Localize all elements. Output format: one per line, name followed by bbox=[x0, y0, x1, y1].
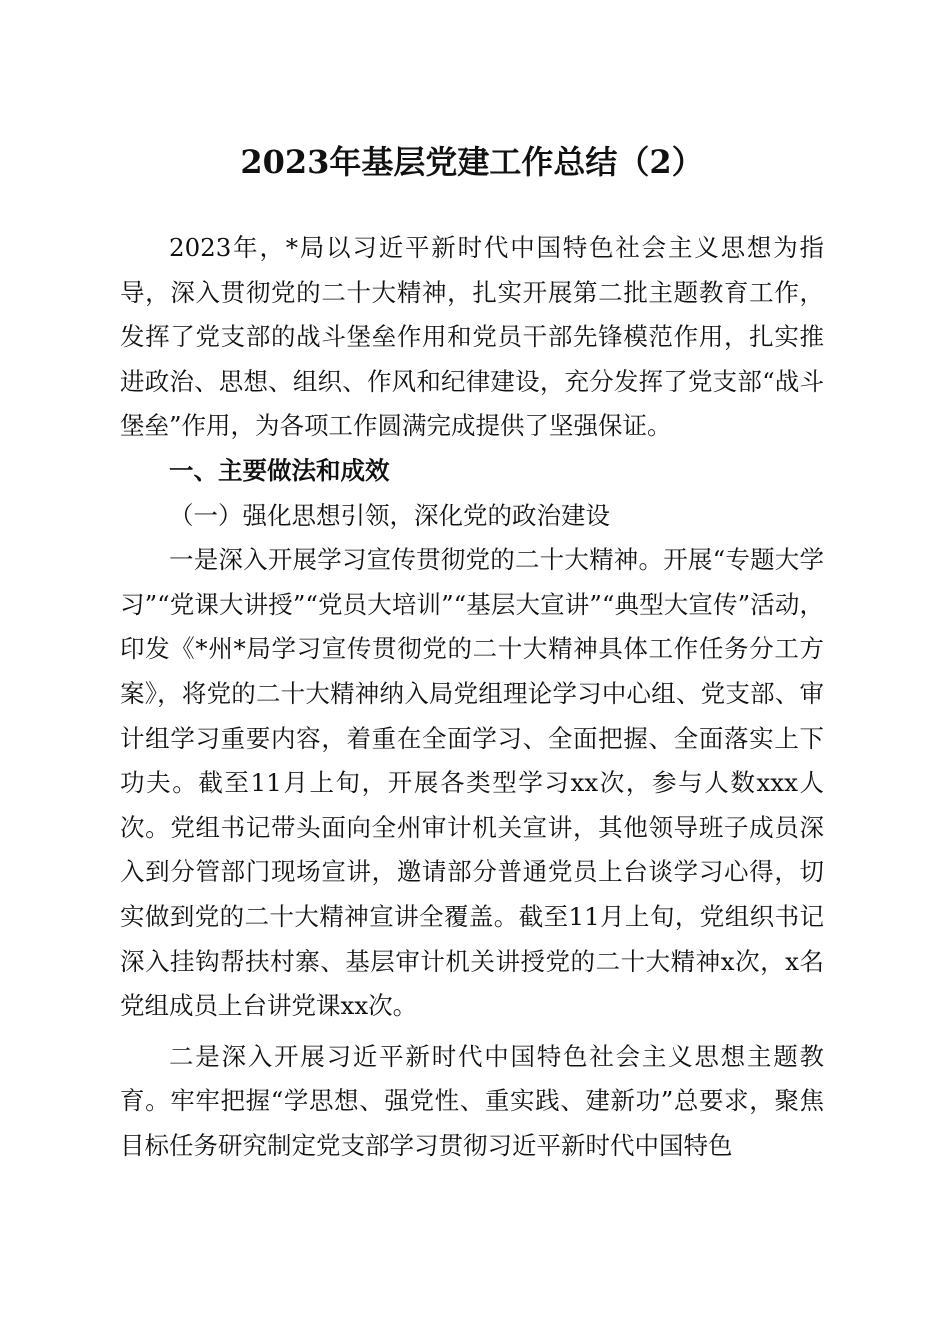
intro-paragraph: 2023年，*局以习近平新时代中国特色社会主义思想为指导，深入贯彻党的二十大精神，扎实开展第二批主题教育工作，发挥了党支部的战斗堡垒作用和党员干部先锋模范作用，扎实推进政治、思想、组织、作风和纪律建设，充分发挥了党支部“战斗堡垒”作用，为各项工作圆满完成提供了坚强保证。 bbox=[120, 233, 824, 441]
body-paragraph-1: 一是深入开展学习宣传贯彻党的二十大精神。开展“专题大学习”“党课大讲授”“党员大培训”“基层大宣讲”“典型大宣传”活动，印发《*州*局学习宣传贯彻党的二十大精神具体工作任务分工方案》，将党的二十大精神纳入局党组理论学习中心组、党支部、审计组学习重要内容，着重在全面学习、全面把握、全面落实上下功夫。截至11月上旬，开展各类型学习xx次，参与人数xxx人次。党组书记带头面向全州审计机关宣讲，其他领导班子成员深入到分管部门现场宣讲，邀请部分普通党员上台谈学习心得，切实做到党的二十大精神宣讲全覆盖。截至11月上旬，党组织书记深入挂钩帮扶村寨、基层审计机关讲授党的二十大精神x次，x名党组成员上台讲党课xx次。 bbox=[120, 545, 824, 1021]
section-heading: 一、主要做法和成效 bbox=[169, 455, 390, 485]
body-paragraph-2: 二是深入开展习近平新时代中国特色社会主义思想主题教育。牢牢把握“学思想、强党性、重实践、建新功”总要求，聚焦目标任务研究制定党支部学习贯彻习近平新时代中国特色 bbox=[120, 1041, 824, 1160]
document-title: 2023年基层党建工作总结（2） bbox=[240, 143, 704, 181]
subsection-heading: （一）强化思想引领，深化党的政治建设 bbox=[169, 500, 610, 530]
